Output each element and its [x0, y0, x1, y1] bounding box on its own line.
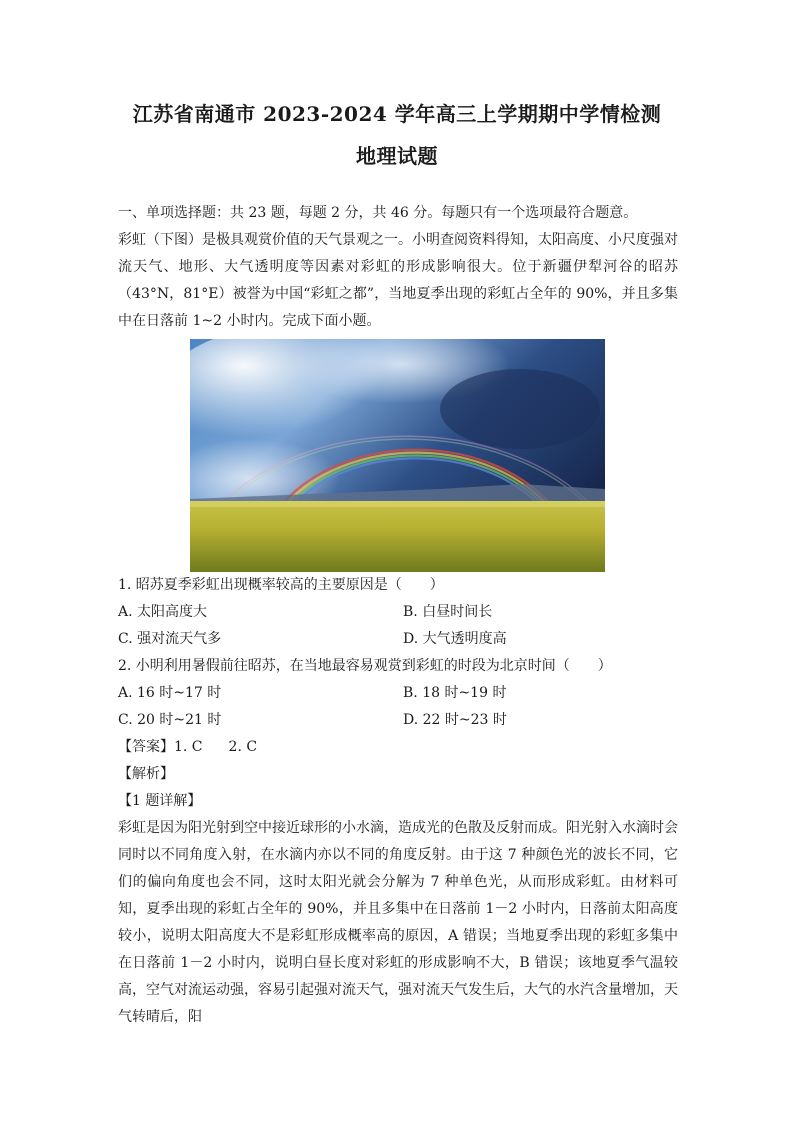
question-1-stem: 1. 昭苏夏季彩虹出现概率较高的主要原因是（ ）: [118, 577, 444, 593]
section-heading: 一、单项选择题：共 23 题，每题 2 分，共 46 分。每题只有一个选项最符合题意。: [118, 205, 638, 221]
question-2-options-row-1: [118, 680, 678, 707]
rainbow-landscape-illustration: [190, 339, 605, 572]
q1-option-d[interactable]: D. 大气透明度高: [403, 631, 507, 647]
answer-label: 【答案】: [118, 739, 174, 755]
page-subtitle: 地理试题: [356, 144, 438, 168]
exam-content: [118, 200, 678, 1031]
question-1-options-row-1: [118, 599, 678, 626]
question-1-options-row-2: [118, 626, 678, 653]
question-2-stem: 2. 小明利用暑假前往昭苏，在当地最容易观赏到彩虹的时段为北京时间（ ）: [118, 658, 612, 674]
q1-option-a[interactable]: A. 太阳高度大: [118, 604, 208, 620]
intro-paragraph: 彩虹（下图）是极具观赏价值的天气景观之一。小明查阅资料得知，太阳高度、小尺度强对流天气、地形、大气透明度等因素对彩虹的形成影响很大。位于新疆伊犁河谷的昭苏（43°N，81°E）被誉为中国“彩虹之都”，当地夏季出现的彩虹占全年的 90%，并且多集中在日落前 1~2 小时内。完成下面小题。: [118, 232, 678, 329]
rainbow-photo: [190, 339, 605, 572]
detail-paragraph: 彩虹是因为阳光射到空中接近球形的小水滴，造成光的色散及反射而成。阳光射入水滴时会同时以不同角度入射，在水滴内亦以不同的角度反射。由于这 7 种颜色光的波长不同，它们的偏向角度也会不同，这时太阳光就会分解为 7 种单色光，从而形成彩虹。由材料可知，夏季出现的彩虹占全年的 90%，并且多集中在日落前 1－2 小时内，日落前太阳高度较小，说明太阳高度大不是彩虹形成概率高的原因，A 错误；当地夏季出现的彩虹多集中在日落前 1－2 小时内，说明白昼长度对彩虹的形成影响不大，B 错误；该地夏季气温较高，空气对流运动强，容易引起强对流天气，强对流天气发生后，大气的水汽含量增加，天气转晴后，阳: [118, 820, 678, 1025]
q2-option-a[interactable]: A. 16 时~17 时: [118, 685, 222, 701]
detail-label: 【1 题详解】: [118, 793, 202, 809]
analysis-label: 【解析】: [118, 766, 174, 782]
q2-option-d[interactable]: D. 22 时~23 时: [403, 712, 507, 728]
page-title: 江苏省南通市 2023-2024 学年高三上学期期中学情检测: [132, 102, 662, 126]
question-2-options-row-2: [118, 707, 678, 734]
q1-option-b[interactable]: B. 白昼时间长: [403, 604, 493, 620]
q2-option-b[interactable]: B. 18 时~19 时: [403, 685, 507, 701]
q2-option-c[interactable]: C. 20 时~21 时: [118, 712, 222, 728]
answer-line: [118, 734, 678, 761]
q1-option-c[interactable]: C. 强对流天气多: [118, 631, 222, 647]
answer-2: 2. C: [228, 739, 258, 755]
answer-1: 1. C: [174, 739, 203, 755]
